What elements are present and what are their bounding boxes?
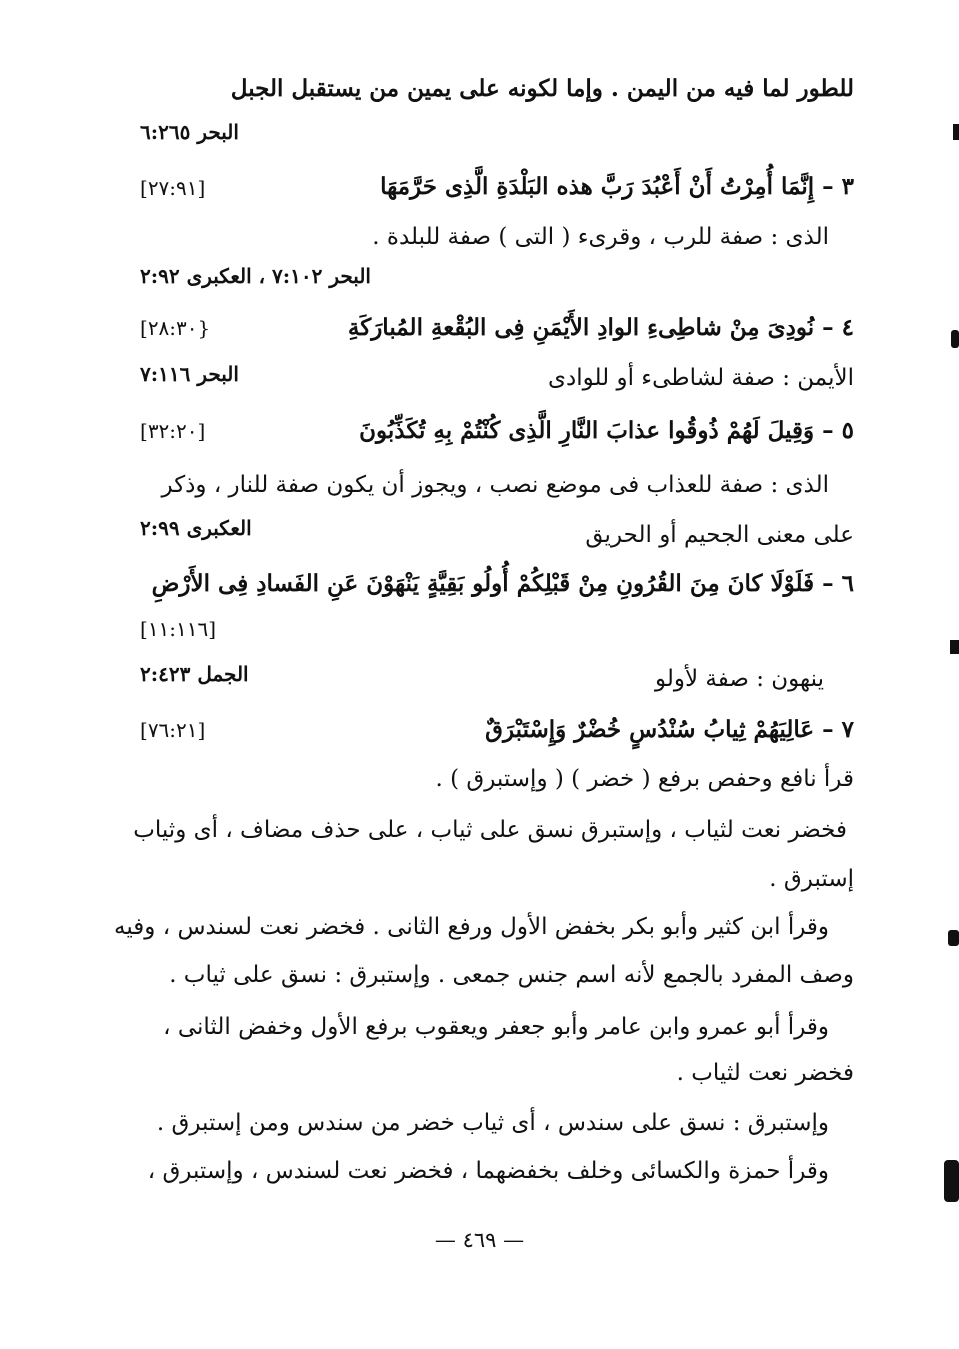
text-line: وقرأ ابن كثير وأبو بكر بخفض الأول ورفع الثانى . فخضر نعت لسندس ، وفيه	[114, 914, 829, 940]
citation: العكبرى ٢:٩٩	[140, 516, 252, 540]
citation: البحر ٧:١٠٢ ، العكبرى ٢:٩٢	[140, 264, 371, 288]
text-line: وإستبرق : نسق على سندس ، أى ثياب خضر من سندس ومن إستبرق .	[156, 1110, 829, 1136]
text-line: وصف المفرد بالجمع لأنه اسم جنس جمعى . وإستبرق : نسق على ثياب .	[169, 962, 854, 988]
verse-reference: [٣٢:٢٠]	[140, 419, 206, 443]
text-line: الذى : صفة للرب ، وقرىء ( التى ) صفة للبلدة .	[372, 224, 829, 250]
page-number: — ٤٦٩ —	[434, 1228, 525, 1252]
scan-mark	[948, 930, 959, 946]
scan-mark	[944, 1160, 959, 1202]
citation: الجمل ٢:٤٢٣	[140, 662, 249, 686]
verse-3: ٣ – إِنَّمَا أُمِرْتُ أَنْ أَعْبُدَ رَبَّ هذه البَلْدَةِ الَّذِى حَرَّمَهَا	[380, 173, 854, 200]
text-line: على معنى الجحيم أو الحريق	[585, 522, 854, 548]
verse-5: ٥ – وَقِيلَ لَهُمْ ذُوقُوا عذابَ النَّارِ الَّذِى كُنْتُمْ بِهِ تُكَذِّبُونَ	[359, 417, 854, 444]
text-line: إستبرق .	[769, 866, 854, 892]
verse-6: ٦ – فَلَوْلَا كانَ مِنَ القُرُونِ مِنْ قَبْلِكُمْ أُولُو بَقِيَّةٍ يَنْهَوْنَ عَنِ الفَسادِ فِى الأَرْضِ	[151, 570, 854, 597]
text-line: وقرأ أبو عمرو وابن عامر وأبو جعفر ويعقوب برفع الأول وخفض الثانى ،	[163, 1014, 829, 1040]
verse-reference: [٢٧:٩١]	[140, 176, 206, 200]
verse-reference: {٢٨:٣٠]	[140, 316, 211, 340]
verse-7: ٧ – عَالِيَهُمْ ثِيابُ سُنْدُسٍ خُضْرٌ وَإِسْتَبْرَقٌ	[485, 716, 854, 743]
scan-mark	[950, 640, 959, 654]
text-line: فخضر نعت لثياب .	[676, 1060, 854, 1086]
verse-reference: [٧٦:٢١]	[140, 718, 206, 742]
citation: البحر ٧:١١٦	[140, 362, 239, 386]
text-line: وقرأ حمزة والكسائى وخلف بخفضهما ، فخضر نعت لسندس ، وإستبرق ،	[147, 1158, 829, 1184]
citation: البحر ٦:٢٦٥	[140, 120, 239, 144]
verse-4: ٤ – نُودِىَ مِنْ شاطِىءِ الوادِ الأَيْمَنِ فِى البُقْعةِ المُبارَكَةِ	[347, 314, 854, 341]
scan-mark	[953, 124, 959, 140]
scan-mark	[951, 330, 959, 348]
verse-reference: [١١:١١٦]	[140, 617, 217, 641]
text-line: للطور لما فيه من اليمن . وإما لكونه على يمين من يستقبل الجبل	[230, 75, 854, 102]
text-line: فخضر نعت لثياب ، وإستبرق نسق على ثياب ، على حذف مضاف ، أى وثياب	[133, 817, 847, 843]
text-line: الذى : صفة للعذاب فى موضع نصب ، ويجوز أن يكون صفة للنار ، وذكر	[161, 472, 829, 498]
text-line: ينهون : صفة لأولو	[654, 666, 824, 692]
text-line: قرأ نافع وحفص برفع ( خضر ) ( وإستبرق ) .	[435, 766, 854, 792]
text-line: الأيمن : صفة لشاطىء أو للوادى	[548, 365, 854, 391]
